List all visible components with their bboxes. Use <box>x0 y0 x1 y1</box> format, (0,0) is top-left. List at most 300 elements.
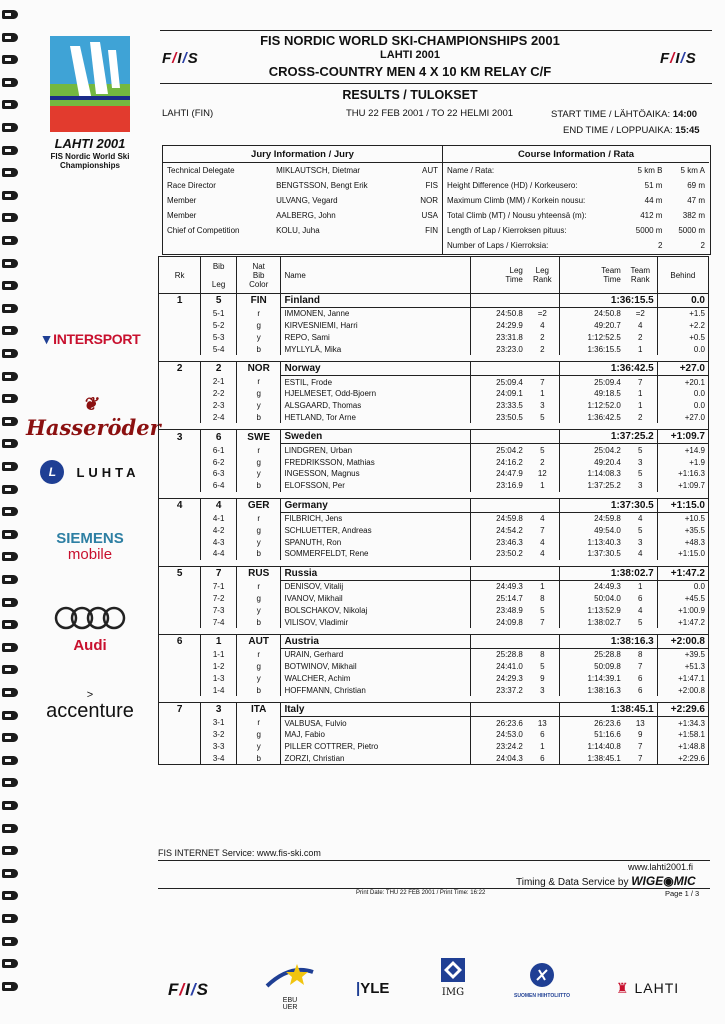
athlete-name: VALBUSA, Fulvio <box>281 717 470 729</box>
leg-number: 7-3 <box>201 604 237 616</box>
course-value-b: 5 km B <box>637 166 663 175</box>
leg-time: 25:14.7 <box>496 593 523 603</box>
spiral-ring <box>2 575 18 584</box>
leg-rank: 1 <box>526 741 559 753</box>
leg-time: 23:16.9 <box>496 481 523 491</box>
leg-time: 23:46.3 <box>496 537 523 547</box>
leg-behind: +20.1 <box>684 377 705 387</box>
team-behind: 0.0 <box>657 294 708 308</box>
team-name: Norway <box>281 362 470 376</box>
leg-time: 24:41.0 <box>496 662 523 672</box>
leg-row <box>159 320 709 332</box>
course-title: Course Information / Rata <box>443 146 709 163</box>
timing-brand-2: MIC <box>673 874 696 888</box>
jury-row <box>163 163 442 179</box>
header-bottom-rule <box>160 83 712 84</box>
spiral-ring <box>2 733 18 742</box>
spiral-ring <box>2 213 18 222</box>
spiral-ring <box>2 10 18 19</box>
leg-number: 3-4 <box>201 753 237 765</box>
bib-color: g <box>236 729 281 741</box>
leg-rank-blank <box>159 593 201 605</box>
fis-bottom-s: S <box>196 980 209 999</box>
fis-slash-icon: / <box>190 980 197 999</box>
bib-color: y <box>236 332 281 344</box>
team-time: 24:59.8 <box>594 513 621 523</box>
team-rank-after-leg: 7 <box>624 753 657 765</box>
team-time: 24:49.3 <box>594 582 621 592</box>
leg-rank-blank <box>159 444 201 456</box>
leg-rank-blank <box>159 673 201 685</box>
spiral-ring <box>2 123 18 132</box>
leg-time: 23:50.5 <box>496 412 523 422</box>
leg-number: 2-2 <box>201 388 237 400</box>
bib-color: g <box>236 456 281 468</box>
leg-number: 4-1 <box>201 512 237 524</box>
leg-behind: +35.5 <box>684 525 705 535</box>
leg-number: 5-4 <box>201 343 237 355</box>
leg-rank-blank <box>159 616 201 628</box>
leg-time: 24:09.8 <box>496 617 523 627</box>
athlete-name: WALCHER, Achim <box>281 673 470 685</box>
fis-left-i: I <box>177 50 183 67</box>
leg-rank-blank <box>159 456 201 468</box>
leg-row <box>159 512 709 524</box>
team-rank-after-leg: 8 <box>624 648 657 660</box>
athlete-name: BOLSCHAKOV, Nikolaj <box>281 604 470 616</box>
team-rank-after-leg: 3 <box>624 480 657 492</box>
course-row <box>443 223 709 238</box>
team-rank: 2 <box>159 362 201 376</box>
fis-left-f: F <box>162 50 173 67</box>
team-row <box>159 703 709 717</box>
bib-color: r <box>236 444 281 456</box>
col-rank <box>159 257 201 294</box>
leg-rank: 1 <box>526 580 559 592</box>
fis-right-f: F <box>660 50 671 67</box>
team-rank-after-leg: 4 <box>624 512 657 524</box>
col-team-rank <box>624 257 657 294</box>
col-name <box>281 257 470 294</box>
page-number: Page 1 / 3 <box>665 889 700 898</box>
bib-color: y <box>236 400 281 412</box>
course-table <box>443 146 709 253</box>
jury-row <box>163 193 442 208</box>
col-leg-rank <box>526 257 559 294</box>
team-bib: 3 <box>201 703 237 717</box>
leg-behind: +1:34.3 <box>678 718 705 728</box>
leg-rank: 8 <box>526 648 559 660</box>
athlete-name: LINDGREN, Urban <box>281 444 470 456</box>
leg-time: 24:49.3 <box>496 582 523 592</box>
team-rank-after-leg: 4 <box>624 604 657 616</box>
ebu-logo <box>262 962 318 1011</box>
athlete-name: VILISOV, Vladimir <box>281 616 470 628</box>
athlete-name: MYLLYLÄ, Mika <box>281 343 470 355</box>
team-name: Germany <box>281 498 470 512</box>
spiral-ring <box>2 191 18 200</box>
leg-time: 23:33.5 <box>496 401 523 411</box>
suomen-hiihtoliitto-text: SUOMEN HIIHTOLIITTO <box>514 993 570 999</box>
course-value-b: 412 m <box>640 211 663 220</box>
leg-behind: 0.0 <box>693 401 705 411</box>
athlete-name: KIRVESNIEMI, Harri <box>281 320 470 332</box>
team-time: 1:13:52.9 <box>587 605 621 615</box>
leg-time: 24:53.0 <box>496 730 523 740</box>
results-heading: RESULTS / TULOKSET <box>342 88 478 102</box>
leg-behind: +45.5 <box>684 593 705 603</box>
spiral-ring <box>2 100 18 109</box>
spiral-ring <box>2 598 18 607</box>
bib-color: r <box>236 648 281 660</box>
jury-name: MIKLAUTSCH, Dietmar <box>276 166 361 175</box>
leg-rank-blank <box>159 400 201 412</box>
leg-behind: +1:09.7 <box>678 481 705 491</box>
col-nat-color <box>236 257 281 294</box>
leg-rank: 2 <box>526 456 559 468</box>
leg-behind: +1:47.2 <box>678 617 705 627</box>
team-rank-after-leg: 1 <box>624 400 657 412</box>
hiihtoliitto-skier-icon <box>529 962 555 988</box>
leg-time: 23:48.9 <box>496 605 523 615</box>
col-leg-label: Leg <box>211 279 226 289</box>
siemens-mobile-text: mobile <box>67 546 113 563</box>
spiral-ring <box>2 78 18 87</box>
team-rank-after-leg: 1 <box>624 343 657 355</box>
athlete-name: REPO, Sami <box>281 332 470 344</box>
leg-row <box>159 717 709 729</box>
leg-row <box>159 468 709 480</box>
accenture-text: accenture <box>46 700 134 722</box>
course-value-a: 2 <box>700 241 705 250</box>
leg-rank: 5 <box>526 412 559 424</box>
leg-time: 25:28.8 <box>496 650 523 660</box>
team-total-time: 1:36:42.5 <box>559 362 657 376</box>
course-label: Maximum Climb (MM) / Korkein nousu: <box>447 196 586 205</box>
leg-behind: +48.3 <box>684 537 705 547</box>
leg-time: 23:24.2 <box>496 742 523 752</box>
col-leg-rank-label1: Leg <box>535 266 549 275</box>
leg-behind: +1:47.1 <box>678 673 705 683</box>
course-value-a: 47 m <box>687 196 705 205</box>
team-total-time: 1:36:15.5 <box>559 294 657 308</box>
lahti-2001-subtitle: FIS Nordic World Ski Championships <box>50 152 130 170</box>
col-nat-label: Nat <box>252 261 265 271</box>
leg-row <box>159 741 709 753</box>
leg-rank-blank <box>159 580 201 592</box>
bib-color: b <box>236 480 281 492</box>
leg-behind: +1.5 <box>689 309 705 319</box>
course-row <box>443 238 709 253</box>
event-subtitle: LAHTI 2001 <box>380 49 440 61</box>
lahti-2001-title: LAHTI 2001 <box>54 136 126 151</box>
leg-number: 3-2 <box>201 729 237 741</box>
team-behind: +27.0 <box>657 362 708 376</box>
wigemic-globe-icon: ◉ <box>663 874 674 888</box>
team-rank-after-leg: 2 <box>624 332 657 344</box>
course-label: Number of Laps / Kierroksia: <box>447 241 549 250</box>
team-total-time: 1:38:02.7 <box>559 566 657 580</box>
leg-time: 24:59.8 <box>496 513 523 523</box>
leg-behind: +1:15.0 <box>678 549 705 559</box>
athlete-name: ESTIL, Frode <box>281 376 470 388</box>
audi-rings-icon <box>54 606 126 630</box>
leg-number: 3-3 <box>201 741 237 753</box>
leg-row <box>159 456 709 468</box>
leg-rank: 6 <box>526 753 559 765</box>
bib-color: y <box>236 604 281 616</box>
fis-slash-icon: / <box>172 50 178 67</box>
spiral-ring <box>2 55 18 64</box>
spiral-ring <box>2 439 18 448</box>
leg-behind: +2:00.8 <box>678 685 705 695</box>
leg-time: 23:23.0 <box>496 344 523 354</box>
athlete-name: ZORZI, Christian <box>281 753 470 765</box>
spiral-ring <box>2 372 18 381</box>
team-nation: NOR <box>236 362 281 376</box>
team-rank: 1 <box>159 294 201 308</box>
intersport-logo <box>26 331 154 347</box>
team-rank-after-leg: 13 <box>624 717 657 729</box>
team-bib: 1 <box>201 634 237 648</box>
leg-time: 24:54.2 <box>496 525 523 535</box>
team-time: 1:37:30.5 <box>587 549 621 559</box>
hasseroder-eagle-icon: ❦ <box>82 394 98 415</box>
team-leg-blank <box>470 294 559 308</box>
team-rank-after-leg: 7 <box>624 741 657 753</box>
course-row <box>443 193 709 208</box>
leg-behind: +1:00.9 <box>678 605 705 615</box>
col-bibcolor-label: Bib <box>252 270 265 280</box>
jury-table <box>163 146 442 238</box>
spiral-ring <box>2 869 18 878</box>
team-rank-after-leg: 6 <box>624 673 657 685</box>
spiral-ring <box>2 485 18 494</box>
leg-number: 7-2 <box>201 593 237 605</box>
leg-rank: 3 <box>526 684 559 696</box>
leg-behind: +10.5 <box>684 513 705 523</box>
team-row <box>159 430 709 444</box>
jury-row <box>163 178 442 193</box>
course-value-a: 5000 m <box>678 226 705 235</box>
team-name: Austria <box>281 634 470 648</box>
leg-rank: 6 <box>526 729 559 741</box>
spiral-ring <box>2 281 18 290</box>
course-value-b: 2 <box>658 241 663 250</box>
bib-color: r <box>236 717 281 729</box>
jury-nation: AUT <box>422 166 438 175</box>
team-nation: SWE <box>236 430 281 444</box>
leg-rank-blank <box>159 480 201 492</box>
leg-rank: 2 <box>526 332 559 344</box>
spiral-ring <box>2 824 18 833</box>
leg-rank-blank <box>159 308 201 320</box>
leg-rank: 1 <box>526 388 559 400</box>
team-time: 50:09.8 <box>594 662 621 672</box>
team-rank: 6 <box>159 634 201 648</box>
team-time: 1:12:52.0 <box>587 401 621 411</box>
leg-row <box>159 308 709 320</box>
leg-number: 2-3 <box>201 400 237 412</box>
end-time <box>563 125 700 136</box>
team-total-time: 1:38:16.3 <box>559 634 657 648</box>
leg-row <box>159 604 709 616</box>
athlete-name: FREDRIKSSON, Mathias <box>281 456 470 468</box>
timing-brand: WIGE <box>631 874 664 888</box>
course-row <box>443 163 709 179</box>
team-rank: 5 <box>159 566 201 580</box>
leg-rank-blank <box>159 388 201 400</box>
print-date: Print Date: THU 22 FEB 2001 / Print Time: 16:22 <box>356 890 486 896</box>
team-rank-after-leg: 6 <box>624 593 657 605</box>
spiral-ring <box>2 349 18 358</box>
spiral-binding <box>0 10 22 1010</box>
bib-color: b <box>236 343 281 355</box>
fis-slash-icon: / <box>680 50 686 67</box>
leg-time: 25:09.4 <box>496 377 523 387</box>
team-time: 1:12:52.5 <box>587 332 621 342</box>
lahti-website: www.lahti2001.fi <box>628 862 694 872</box>
jury-nation: FIN <box>425 226 438 235</box>
team-behind: +1:09.7 <box>657 430 708 444</box>
course-value-b: 5000 m <box>635 226 663 235</box>
team-time: 1:36:15.5 <box>587 344 621 354</box>
spiral-ring <box>2 146 18 155</box>
leg-row <box>159 444 709 456</box>
intersport-chevron-icon: ▼ <box>39 331 54 347</box>
leg-number: 4-3 <box>201 536 237 548</box>
leg-row <box>159 388 709 400</box>
team-name: Russia <box>281 566 470 580</box>
col-team-time-label1: Team <box>601 266 621 275</box>
team-row <box>159 566 709 580</box>
leg-rank: 2 <box>526 343 559 355</box>
jury-role: Chief of Competition <box>167 226 240 235</box>
leg-number: 4-4 <box>201 548 237 560</box>
team-leg-blank <box>470 703 559 717</box>
leg-time: 23:50.2 <box>496 549 523 559</box>
bib-color: g <box>236 524 281 536</box>
col-leg-rank-label2: Rank <box>532 275 552 284</box>
bib-color: r <box>236 512 281 524</box>
bib-color: g <box>236 593 281 605</box>
team-time: 51:16.6 <box>594 730 621 740</box>
leg-time: 24:09.1 <box>496 389 523 399</box>
team-leg-blank <box>470 498 559 512</box>
col-bib-leg <box>201 257 237 294</box>
leg-row <box>159 376 709 388</box>
team-nation: RUS <box>236 566 281 580</box>
team-leg-blank <box>470 634 559 648</box>
leg-row <box>159 400 709 412</box>
leg-behind: +1:48.8 <box>678 742 705 752</box>
team-nation: AUT <box>236 634 281 648</box>
col-team-time-label2: Time <box>603 275 621 284</box>
leg-number: 5-2 <box>201 320 237 332</box>
course-row <box>443 178 709 193</box>
leg-number: 7-1 <box>201 580 237 592</box>
leg-rank: 8 <box>526 593 559 605</box>
team-behind: +1:15.0 <box>657 498 708 512</box>
team-time: 1:14:40.8 <box>587 742 621 752</box>
leg-number: 1-2 <box>201 661 237 673</box>
fis-logo-bottom <box>168 980 209 1000</box>
location: LAHTI (FIN) <box>162 108 214 119</box>
team-time: 24:50.8 <box>594 309 621 319</box>
course-label: Height Difference (HD) / Korkeusero: <box>447 181 578 190</box>
col-leg-time-label1: Leg <box>509 266 523 275</box>
leg-row <box>159 673 709 685</box>
jury-nation: NOR <box>420 196 438 205</box>
leg-time: 24:16.2 <box>496 457 523 467</box>
team-rank-after-leg: 3 <box>624 536 657 548</box>
leg-row <box>159 753 709 765</box>
fis-logo-right <box>660 50 697 67</box>
hasseroder-logo <box>26 390 161 440</box>
bib-color: y <box>236 673 281 685</box>
spiral-ring <box>2 756 18 765</box>
leg-row <box>159 648 709 660</box>
athlete-name: FILBRICH, Jens <box>281 512 470 524</box>
leg-rank-blank <box>159 753 201 765</box>
leg-rank-blank <box>159 524 201 536</box>
spiral-ring <box>2 417 18 426</box>
team-rank-after-leg: 2 <box>624 412 657 424</box>
leg-number: 4-2 <box>201 524 237 536</box>
spiral-ring <box>2 530 18 539</box>
athlete-name: MAJ, Fabio <box>281 729 470 741</box>
jury-name: AALBERG, John <box>276 211 336 220</box>
bib-color: y <box>236 536 281 548</box>
course-label: Total Climb (MT) / Nousu yhteensä (m): <box>447 211 587 220</box>
fis-logo-left <box>162 50 199 67</box>
bib-color: b <box>236 684 281 696</box>
athlete-name: SOMMERFELDT, Rene <box>281 548 470 560</box>
leg-rank: 4 <box>526 320 559 332</box>
team-leg-blank <box>470 430 559 444</box>
athlete-name: PILLER COTTRER, Pietro <box>281 741 470 753</box>
team-time: 1:14:08.3 <box>587 469 621 479</box>
leg-behind: +2:29.6 <box>678 753 705 763</box>
team-leg-blank <box>470 362 559 376</box>
team-bib: 4 <box>201 498 237 512</box>
team-total-time: 1:37:25.2 <box>559 430 657 444</box>
fis-slash-icon: / <box>670 50 676 67</box>
lahti-crest-icon: ♜ <box>616 980 630 996</box>
leg-number: 1-3 <box>201 673 237 685</box>
leg-number: 5-3 <box>201 332 237 344</box>
ebu-star-icon <box>265 962 315 992</box>
spiral-ring <box>2 937 18 946</box>
spiral-ring <box>2 620 18 629</box>
leg-row <box>159 480 709 492</box>
siemens-text: SIEMENS <box>56 530 124 547</box>
leg-row <box>159 580 709 592</box>
athlete-name: ELOFSSON, Per <box>281 480 470 492</box>
leg-behind: +1:16.3 <box>678 469 705 479</box>
team-bib: 5 <box>201 294 237 308</box>
fis-left-s: S <box>187 50 199 67</box>
athlete-name: URAIN, Gerhard <box>281 648 470 660</box>
bib-color: g <box>236 661 281 673</box>
leg-rank-blank <box>159 343 201 355</box>
leg-time: 26:23.6 <box>496 718 523 728</box>
team-time: 1:38:45.1 <box>587 753 621 763</box>
leg-time: 25:04.2 <box>496 445 523 455</box>
img-logo <box>440 958 466 998</box>
team-rank-after-leg: 4 <box>624 548 657 560</box>
jury-name: KOLU, Juha <box>276 226 320 235</box>
